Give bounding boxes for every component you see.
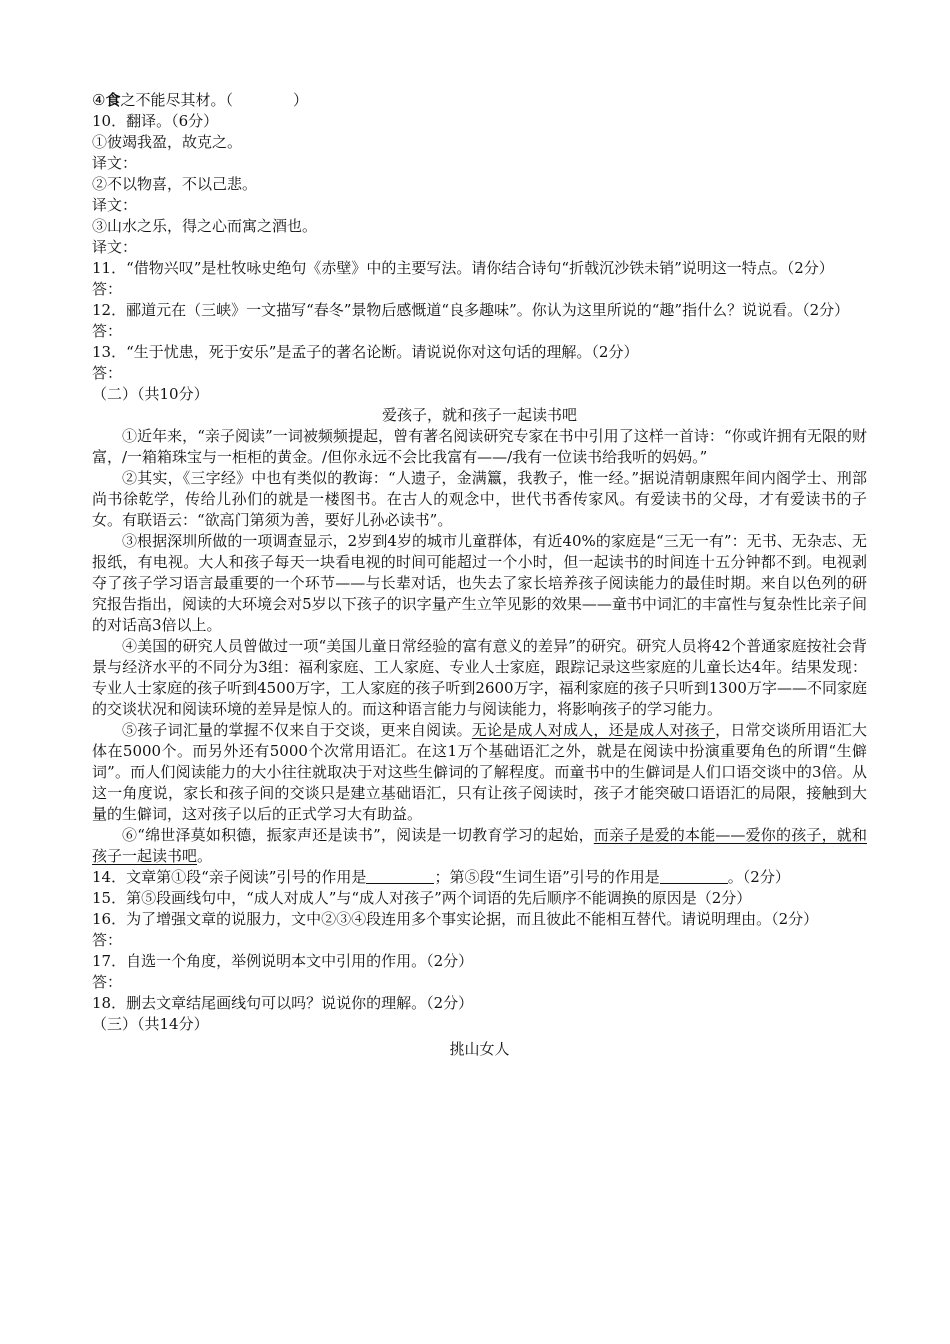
answer-blank[interactable] [366, 869, 434, 884]
q14-text: 14．文章第①段“亲子阅读”引号的作用是 ；第⑤段“生词生语”引号的作用是 。（2分） [92, 868, 790, 886]
section2-paragraph-3: ③根据深圳所做的一项调查显示，2岁到4岁的城市儿童群体，有近40%的家庭是“三无一有”：无书、无杂志、无报纸，有电视。大人和孩子每天一块看电视的时间可能超过一个小时，但一起读书的时间连十五分钟都不到。电视剥夺了孩子学习语言最重要的一个环节——与长辈对话，也失去了家长培养孩子阅读能力的最佳时期。来自以色列的研究报告指出，阅读的大环境会对5岁以下孩子的识字量产生立竿见影的效果——童书中词汇的丰富性与复杂性比亲子间的对话高3倍以上。 [92, 532, 867, 634]
q11-text: 11．“借物兴叹”是杜牧咏史绝句《赤壁》中的主要写法。请你结合诗句“折戟沉沙铁未销”说明这一特点。（2分） [92, 259, 834, 277]
q10-item-2: ②不以物喜，不以己悲。 [92, 175, 258, 193]
exam-page [92, 90, 867, 1060]
q10-answer-label-2: 译文： [92, 196, 138, 214]
q10-item-3: ③山水之乐，得之心而寓之酒也。 [92, 217, 318, 235]
bold-character: 食 [105, 91, 121, 109]
q10-answer-label-3: 译文： [92, 238, 138, 256]
section2-paragraph-2: ②其实，《三字经》中也有类似的教诲：“人遗子，金满籝，我教子，惟一经。”据说清朝康熙年间内阁学士、刑部尚书徐乾学，传给儿孙们的就是一楼图书。在古人的观念中，世代书香传家风。有爱读书的父母，才有爱读书的子女。有联语云：“欲高门第须为善，要好儿孙必读书”。 [92, 469, 867, 529]
q17-text: 17．自选一个角度，举例说明本文中引用的作用。（2分） [92, 952, 474, 970]
underlined-sentence: 而亲子是爱的本能——爱你的孩子，就和孩子一起读书吧 [92, 826, 867, 865]
q13-answer-label: 答： [92, 364, 123, 382]
q9-item-4: ④食之不能尽其材。（ ） [92, 91, 308, 109]
section3-header: （三）（共14分） [92, 1015, 209, 1033]
section2-header: （二）（共10分） [92, 385, 209, 403]
q16-answer-label: 答： [92, 931, 123, 949]
q12-text: 12．郦道元在（三峡》一文描写“春冬”景物后感慨道“良多趣味”。你认为这里所说的“趣”指什么？说说看。（2分） [92, 301, 850, 319]
section2-paragraph-1: ①近年来，“亲子阅读”一词被频频提起，曾有著名阅读研究专家在书中引用了这样一首诗：“你或许拥有无限的财富，/一箱箱珠宝与一柜柜的黄金。/但你永远不会比我富有——/我有一位读书给我听的妈妈。” [92, 427, 867, 466]
q16-text: 16．为了增强文章的说服力，文中②③④段连用多个事实论据，而且彼此不能相互替代。请说明理由。（2分） [92, 910, 819, 928]
q12-answer-label: 答： [92, 322, 123, 340]
section2-title: 爱孩子，就和孩子一起读书吧 [381, 406, 577, 424]
section2-paragraph-5: ⑤孩子词汇量的掌握不仅来自于交谈，更来自阅读。无论是成人对成人，还是成人对孩子，日常交谈所用语汇大体在5000个。而另外还有5000个次常用语汇。在这1万个基础语汇之外，就是在阅读中扮演重要角色的所谓“生僻词”。而人们阅读能力的大小往往就取决于对这些生僻词的了解程度。而童书中的生僻词是人们口语交谈中的3倍。从这一角度说，家长和孩子间的交谈只是建立基础语汇，只有让孩子阅读时，孩子才能突破口语语汇的局限，接触到大量的生僻词，这对孩子以后的正式学习大有助益。 [92, 721, 867, 823]
q11-answer-label: 答： [92, 280, 123, 298]
answer-blank[interactable] [660, 869, 728, 884]
q18-text: 18．删去文章结尾画线句可以吗？说说你的理解。（2分） [92, 994, 474, 1012]
section3-title: 挑山女人 [449, 1040, 510, 1058]
q17-answer-label: 答： [92, 973, 123, 991]
q13-text: 13．“生于忧患，死于安乐”是孟子的著名论断。请说说你对这句话的理解。（2分） [92, 343, 639, 361]
q10-title: 10．翻译。（6分） [92, 112, 219, 130]
q15-text: 15．第⑤段画线句中，“成人对成人”与“成人对孩子”两个词语的先后顺序不能调换的原因是（2分） [92, 889, 752, 907]
q10-answer-label-1: 译文： [92, 154, 138, 172]
section2-paragraph-6: ⑥“绵世泽莫如积德，振家声还是读书”，阅读是一切教育学习的起始，而亲子是爱的本能——爱你的孩子，就和孩子一起读书吧。 [92, 826, 867, 865]
underlined-phrase: 无论是成人对成人，还是成人对孩子 [471, 721, 716, 739]
section2-paragraph-4: ④美国的研究人员曾做过一项“美国儿童日常经验的富有意义的差异”的研究。研究人员将42个普通家庭按社会背景与经济水平的不同分为3组：福利家庭、工人家庭、专业人士家庭，跟踪记录这些家庭的儿童长达4年。结果发现：专业人士家庭的孩子听到4500万字，工人家庭的孩子听到2600万字，福利家庭的孩子只听到1300万字——不同家庭的交谈状况和阅读环境的差异是惊人的。而这种语言能力与阅读能力，将影响孩子的学习能力。 [92, 637, 867, 718]
q10-item-1: ①彼竭我盈，故克之。 [92, 133, 243, 151]
